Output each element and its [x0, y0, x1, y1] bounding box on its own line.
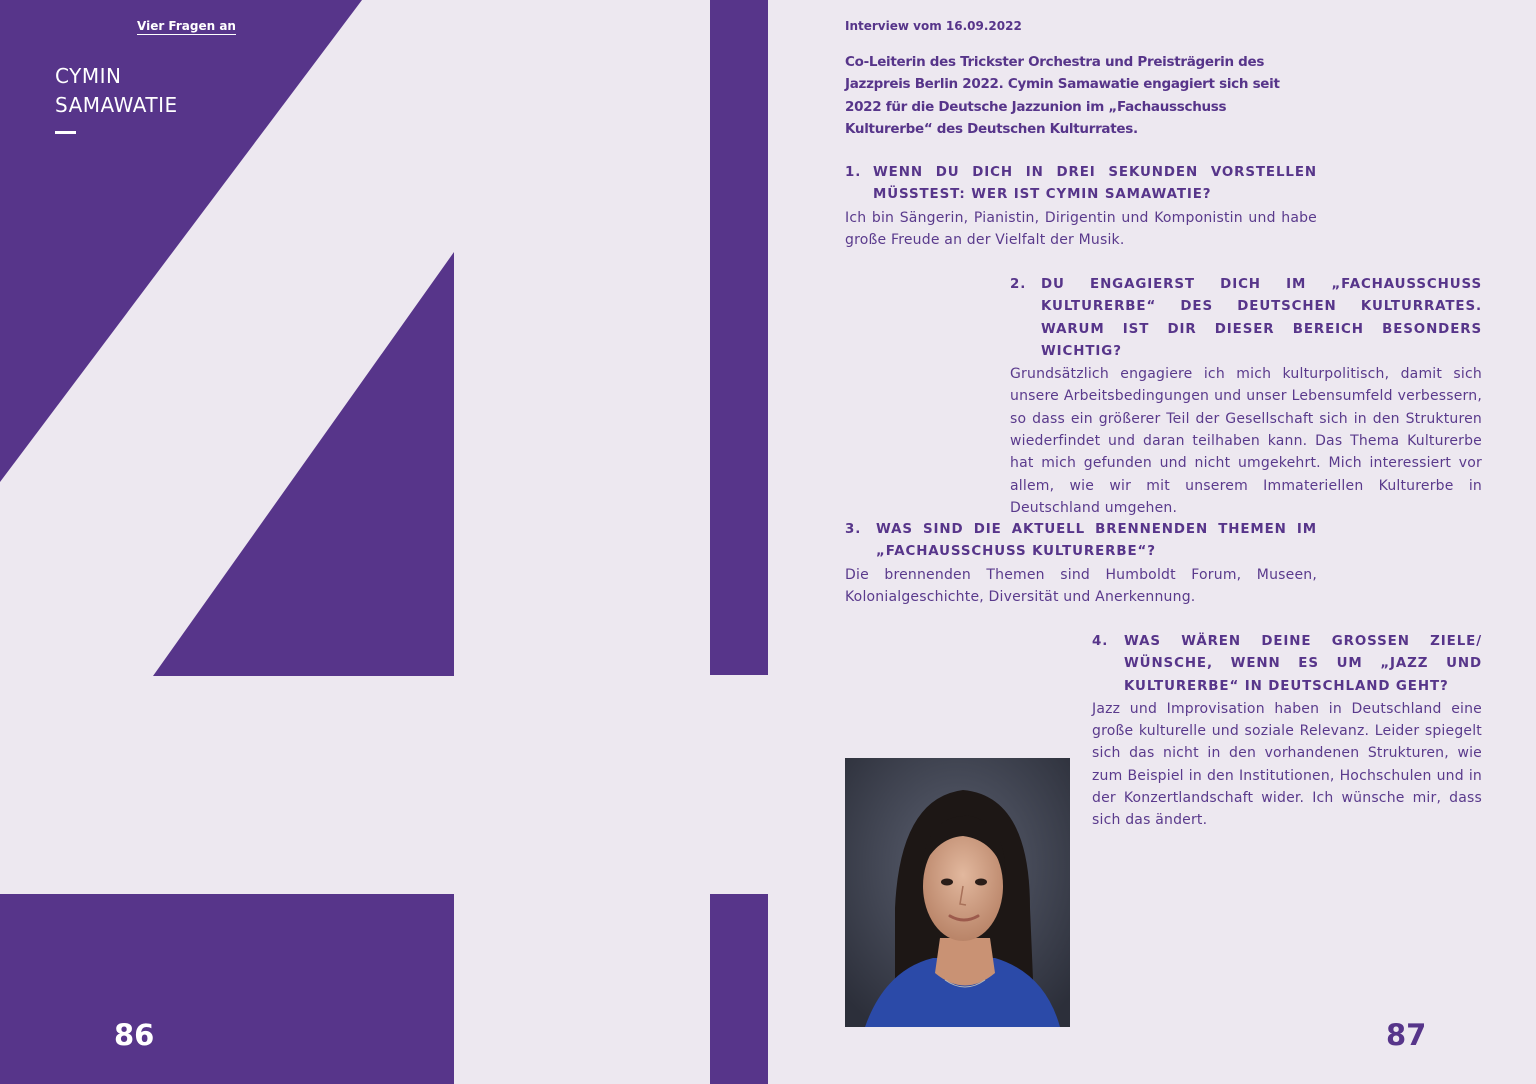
- question-title: WAS WÄREN DEINE GROSSEN ZIELE/ WÜNSCHE, WENN ES UM „JAZZ UND KULTURERBE“ IN DEUTSCHLAND GEHT?: [1124, 634, 1482, 694]
- answer-text: Grundsätzlich engagiere ich mich kulturpolitisch, damit sich unsere Arbeitsbedingungen und unser Lebensumfeld verbessern, so dass ein größerer Teil der Gesellschaft sich in den Strukturen wiederfindet und daran teilhaben kann. Das Thema Kulturerbe hat mich gefunden und nicht umgekehrt. Mich interessiert vor allem, wie wir mit unserem Immateriellen Kulturerbe in Deutschland umgehen.: [1010, 366, 1482, 516]
- question-heading: [845, 162, 1317, 207]
- intro-paragraph: Co-Leiterin des Trickster Orchestra und Preisträgerin des Jazzpreis Berlin 2022. Cymin Samawatie engagiert sich seit 2022 für die Deutsche Jazzunion im „Fachausschuss Kulturerbe“ des Deutschen Kulturrates.: [845, 54, 1280, 137]
- section-kicker: Vier Fragen an: [137, 19, 236, 33]
- question-title: WENN DU DICH IN DREI SEKUNDEN VORSTELLEN MÜSSTEST: WER IST CYMIN SAMAWATIE?: [873, 165, 1317, 203]
- question-block-4: [1092, 631, 1482, 832]
- interviewee-name: [55, 62, 178, 120]
- page-number-left: 86: [114, 1018, 155, 1052]
- name-line-1: CYMIN: [55, 64, 122, 88]
- question-number: 2.: [1010, 277, 1027, 292]
- question-title: WAS SIND DIE AKTUELL BRENNENDEN THEMEN IM „FACHAUSSCHUSS KULTURERBE“?: [876, 522, 1317, 560]
- question-number: 4.: [1092, 634, 1109, 649]
- name-underline-dash: [55, 131, 76, 134]
- question-block-2: [1010, 274, 1482, 519]
- question-title: DU ENGAGIERST DICH IM „FACHAUSSCHUSS KULTURERBE“ DES DEUTSCHEN KULTURRATES. WARUM IST DIR DIESER BEREICH BESONDERS WICHTIG?: [1041, 277, 1482, 359]
- question-number: 1.: [845, 165, 862, 180]
- numeral-four-stem-top: [710, 0, 768, 675]
- answer-text: Die brennenden Themen sind Humboldt Forum, Museen, Kolonialgeschichte, Diversität und Anerkennung.: [845, 566, 1317, 605]
- question-heading: [845, 519, 1317, 564]
- answer-text: Jazz und Improvisation haben in Deutschland eine große kulturelle und soziale Relevanz. Leider spiegelt sich das nicht in den vorhandenen Strukturen, wie zum Beispiel in den Institutionen, Hochschulen und in der Konzertlandschaft wider. Ich wünsche mir, dass sich das ändert.: [1092, 700, 1482, 829]
- page-number-right: 87: [1386, 1018, 1427, 1052]
- numeral-four-base-block: [0, 894, 454, 1084]
- answer-text: Ich bin Sängerin, Pianistin, Dirigentin und Komponistin und habe große Freude an der Vielfalt der Musik.: [845, 209, 1317, 248]
- question-block-1: [845, 162, 1317, 251]
- question-heading: [1010, 274, 1482, 363]
- question-number: 3.: [845, 522, 862, 537]
- question-heading: [1092, 631, 1482, 698]
- name-line-2: SAMAWATIE: [55, 93, 178, 117]
- interview-dateline: Interview vom 16.09.2022: [845, 19, 1022, 33]
- numeral-four-inner-triangle: [153, 252, 454, 676]
- numeral-four-stem-bottom: [710, 894, 768, 1084]
- question-block-3: [845, 519, 1317, 608]
- portrait-photo: [845, 758, 1070, 1027]
